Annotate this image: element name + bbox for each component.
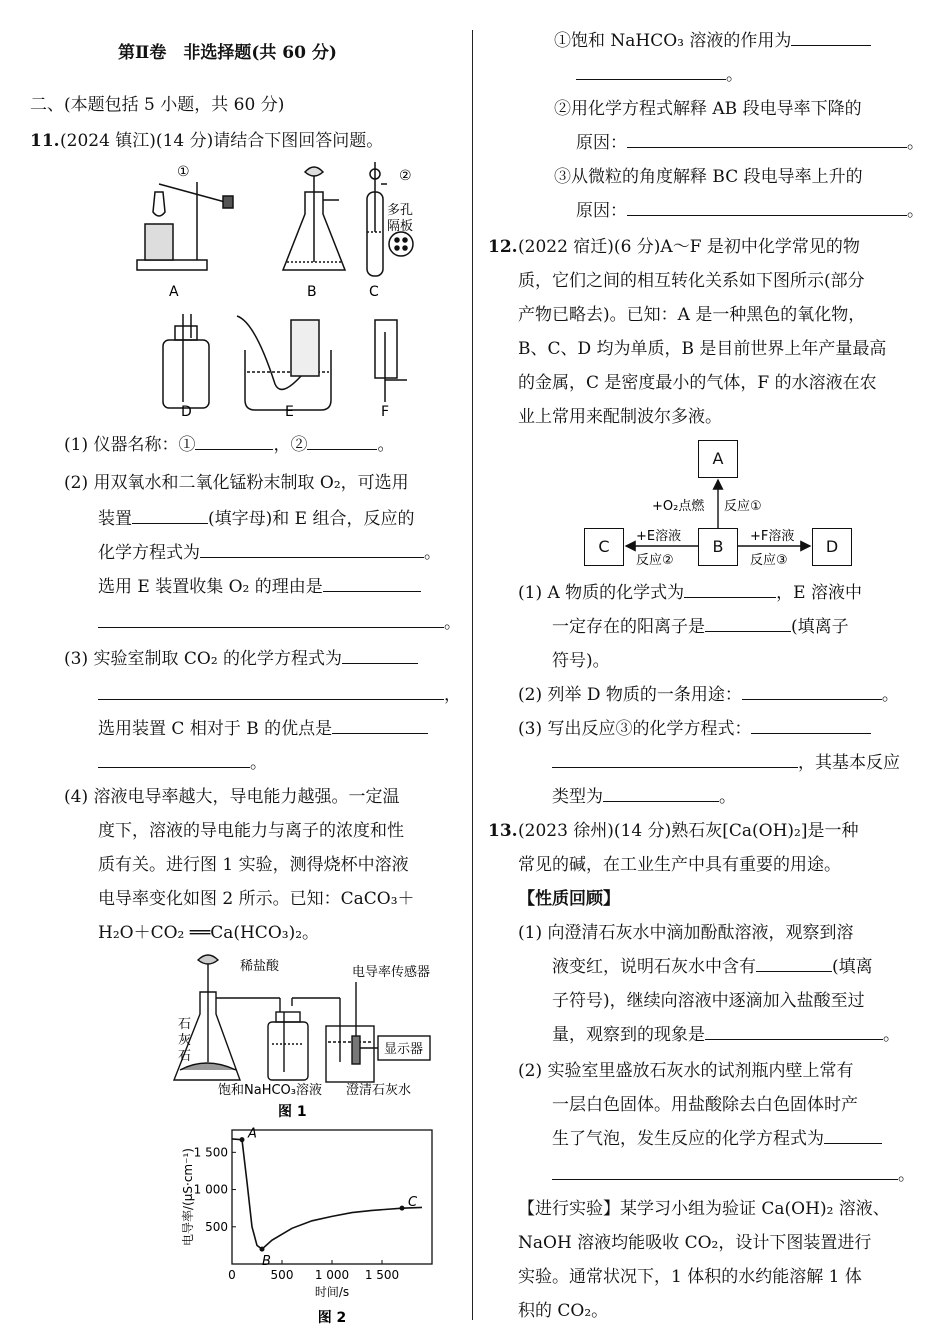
fig1-label-hcl: 稀盐酸 xyxy=(240,959,280,974)
q12-blank-2[interactable] xyxy=(705,617,791,632)
part-header: 二、(本题包括 5 小题，共 60 分) xyxy=(30,95,285,115)
q12-part3-b: ，其基本反应 xyxy=(552,752,900,774)
q11-part4-line2: 度下，溶液的导电能力与离子的浓度和性 xyxy=(98,821,404,841)
node-a: A xyxy=(698,440,738,478)
fig1-label-limestone-3: 石 xyxy=(178,1049,192,1064)
x-tick-label: 500 xyxy=(270,1268,294,1282)
node-b: B xyxy=(698,528,738,566)
q12-line3: 产物已略去)。已知：A 是一种黑色的氧化物， xyxy=(518,305,866,325)
q13-part1-d: 量，观察到的现象是 。 xyxy=(552,1025,900,1045)
q13-exp-2: NaOH 溶液均能吸收 CO₂，设计下图装置进行 xyxy=(518,1233,872,1253)
q12-line5: 的金属，C 是密度最小的气体，F 的水溶液在农 xyxy=(518,373,877,393)
q12-number: 12. xyxy=(488,237,518,257)
point-c xyxy=(400,1206,405,1211)
q11-part2-b: 装置 (填字母)和 E 组合，反应的 xyxy=(98,509,415,529)
q11-blank-13[interactable] xyxy=(627,133,907,148)
q11-number: 11. xyxy=(30,131,60,151)
fig1-label-limewater: 澄清石灰水 xyxy=(346,1083,412,1098)
q11-blank-1[interactable] xyxy=(195,435,273,450)
apparatus-figure xyxy=(125,162,425,420)
q13-part1-b: 液变红，说明石灰水中含有 (填离 xyxy=(552,957,873,977)
q11-part2-e: 。 xyxy=(98,612,461,634)
x-tick-label: 1 500 xyxy=(364,1268,400,1282)
fig2-caption: 图 2 xyxy=(317,1310,347,1326)
y-tick-label: 1 000 xyxy=(193,1182,228,1197)
label-reaction-1: 反应① xyxy=(724,499,762,514)
q11-part1: (1) 仪器名称：① ，② 。 xyxy=(64,435,395,455)
q11-blank-3[interactable] xyxy=(132,509,208,524)
q12-blank-4[interactable] xyxy=(751,719,871,734)
q11-part4-line4: 电导率变化如图 2 所示。已知：CaCO₃＋ xyxy=(98,889,415,909)
q12-line4: B、C、D 均为单质，B 是目前世界上年产量最高 xyxy=(518,339,887,359)
q12-line6: 业上常用来配制波尔多液。 xyxy=(518,407,722,427)
fig1-label-limestone-1: 石 xyxy=(178,1017,192,1032)
apparatus-label-c: C xyxy=(369,284,379,300)
q13-part2-a: (2) 实验室里盛放石灰水的试剂瓶内壁上常有 xyxy=(518,1061,854,1081)
q13-exp-3: 实验。通常状况下，1 体积的水约能溶解 1 体 xyxy=(518,1267,862,1287)
q11-blank-14[interactable] xyxy=(627,201,907,216)
q11-part3-b: ， xyxy=(98,684,461,706)
q12-blank-1[interactable] xyxy=(684,583,776,598)
q11-blank-6[interactable] xyxy=(98,613,444,628)
q11-part4-line1: (4) 溶液电导率越大，导电能力越强。一定温 xyxy=(64,787,400,807)
point-b xyxy=(260,1247,265,1252)
q12-part1-b: 一定存在的阳离子是 (填离子 xyxy=(552,617,849,637)
label-2: ② xyxy=(399,168,412,184)
q13-number: 13. xyxy=(488,821,518,841)
y-axis-label: 电导率/(μS·cm⁻¹) xyxy=(181,1148,195,1246)
label-reaction-2: 反应② xyxy=(636,553,674,568)
q12-blank-3[interactable] xyxy=(742,685,882,700)
q11-blank-5[interactable] xyxy=(323,577,421,592)
relation-arrows xyxy=(578,440,878,580)
q12-part2: (2) 列举 D 物质的一条用途： 。 xyxy=(518,685,899,705)
q11-blank-2[interactable] xyxy=(307,435,377,450)
q13-blank-1[interactable] xyxy=(756,957,832,972)
q13-blank-4[interactable] xyxy=(552,1165,898,1180)
point-label-b: B xyxy=(262,1254,271,1270)
node-d: D xyxy=(812,528,852,566)
q12-line2: 质，它们之间的相互转化关系如下图所示(部分 xyxy=(518,271,865,291)
q13-part1-a: (1) 向澄清石灰水中滴加酚酞溶液，观察到溶 xyxy=(518,923,854,943)
q12-part3-c: 类型为 。 xyxy=(552,787,736,807)
q13-blank-2[interactable] xyxy=(705,1025,883,1040)
apparatus-a-base xyxy=(137,260,207,270)
q13-exp-1: 【进行实验】某学习小组为验证 Ca(OH)₂ 溶液、 xyxy=(518,1199,890,1219)
label-partition: 隔板 xyxy=(387,219,414,234)
q11-part4-line5: H₂O＋CO₂ ══Ca(HCO₃)₂。 xyxy=(98,923,320,943)
label-multi-hole: 多孔 xyxy=(387,203,414,218)
apparatus-d-bottle xyxy=(163,340,209,408)
apparatus-label-e: E xyxy=(285,404,294,420)
q11-part2-c: 化学方程式为 。 xyxy=(98,543,441,563)
label-o2-burn: +O₂点燃 xyxy=(652,499,705,514)
fig1-label-display: 显示器 xyxy=(384,1042,424,1057)
q13-part2-c: 生了气泡，发生反应的化学方程式为 xyxy=(552,1128,882,1150)
q12-part1-a: (1) A 物质的化学式为 ，E 溶液中 xyxy=(518,583,862,603)
q11-blank-8[interactable] xyxy=(98,685,444,700)
q11-blank-11[interactable] xyxy=(791,31,871,46)
q11-part2-a: (2) 用双氧水和二氧化锰粉末制取 O₂，可选用 xyxy=(64,473,409,493)
q11-part3-c: 选用装置 C 相对于 B 的优点是 xyxy=(98,718,428,740)
point-label-a: A xyxy=(248,1126,257,1142)
q11-sub1-end: 。 xyxy=(576,64,743,86)
apparatus-label-f: F xyxy=(381,404,390,420)
label-reaction-3: 反应③ xyxy=(750,553,788,568)
q13-part2-d: 。 xyxy=(552,1164,915,1186)
q11-part2-d: 选用 E 装置收集 O₂ 的理由是 xyxy=(98,576,421,598)
q12-blank-6[interactable] xyxy=(603,787,719,802)
q11-sub2-a: ②用化学方程式解释 AB 段电导率下降的 xyxy=(554,99,862,119)
point-label-c: C xyxy=(408,1195,418,1211)
label-e-solution: +E溶液 xyxy=(636,529,682,544)
figure-1 xyxy=(140,952,440,1120)
q11-blank-4[interactable] xyxy=(200,543,424,558)
fig1-label-limestone-2: 灰 xyxy=(178,1033,192,1048)
figure-2-chart xyxy=(140,1124,450,1330)
node-c: C xyxy=(584,528,624,566)
q11-part3-d: 。 xyxy=(98,752,267,774)
q11-blank-10[interactable] xyxy=(98,753,250,768)
q11-sub2-b: 原因： 。 xyxy=(576,133,924,153)
apparatus-label-b: B xyxy=(307,284,317,300)
y-tick-label: 1 500 xyxy=(193,1145,228,1160)
q13-part2-b: 一层白色固体。用盐酸除去白色固体时产 xyxy=(552,1095,858,1115)
q13-exp-4: 积的 CO₂。 xyxy=(518,1301,609,1321)
q13-review-heading: 【性质回顾】 xyxy=(518,889,620,909)
x-tick-label: 1 000 xyxy=(314,1268,350,1282)
fig1-bottle xyxy=(268,1022,308,1080)
q12-line1: (2022 宿迁)(6 分)A～F 是初中化学常见的物 xyxy=(518,237,860,257)
column-divider xyxy=(472,30,473,1320)
fig1-label-nahco3: 饱和NaHCO₃溶液 xyxy=(218,1083,322,1098)
q11-blank-9[interactable] xyxy=(332,719,428,734)
fig1-caption: 图 1 xyxy=(278,1104,307,1120)
point-a xyxy=(240,1137,245,1142)
q11-part3-a: (3) 实验室制取 CO₂ 的化学方程式为 xyxy=(64,648,418,670)
chart-frame xyxy=(232,1130,432,1264)
x-axis-label: 时间/s xyxy=(314,1285,350,1299)
fig1-label-sensor: 电导率传感器 xyxy=(352,965,431,980)
section-title: 第Ⅱ卷 非选择题(共 60 分) xyxy=(118,43,337,63)
fig1-beaker xyxy=(326,1026,374,1082)
y-tick-label: 500 xyxy=(205,1219,228,1234)
label-1: ① xyxy=(177,164,190,180)
series-line-conductivity xyxy=(232,1139,422,1249)
apparatus-label-d: D xyxy=(181,404,192,420)
q13-line2: 常见的碱，在工业生产中具有重要的用途。 xyxy=(518,855,841,875)
q12-blank-5[interactable] xyxy=(552,753,798,768)
q11-sub3-b: 原因： 。 xyxy=(576,201,924,221)
q13-blank-3[interactable] xyxy=(824,1129,882,1144)
q11-blank-12[interactable] xyxy=(576,65,726,80)
q12-part1-c: 符号)。 xyxy=(552,651,610,671)
q11-sub1: ①饱和 NaHCO₃ 溶液的作用为 xyxy=(554,30,871,52)
q12-part3-a: (3) 写出反应③的化学方程式： xyxy=(518,718,871,740)
apparatus-f-tube xyxy=(375,320,397,378)
q13-part1-c: 子符号)，继续向溶液中逐滴加入盐酸至过 xyxy=(552,991,865,1011)
x-tick-label: 0 xyxy=(228,1268,236,1282)
apparatus-label-a: A xyxy=(169,284,179,300)
q11-part4-line3: 质有关。进行图 1 实验，测得烧杯中溶液 xyxy=(98,855,409,875)
label-f-solution: +F溶液 xyxy=(750,529,795,544)
q13-line1: (2023 徐州)(14 分)熟石灰[Ca(OH)₂]是一种 xyxy=(518,821,859,841)
q11-stem: (2024 镇江)(14 分)请结合下图回答问题。 xyxy=(60,131,384,151)
q11-blank-7[interactable] xyxy=(342,649,418,664)
q11-sub3-a: ③从微粒的角度解释 BC 段电导率上升的 xyxy=(554,167,863,187)
